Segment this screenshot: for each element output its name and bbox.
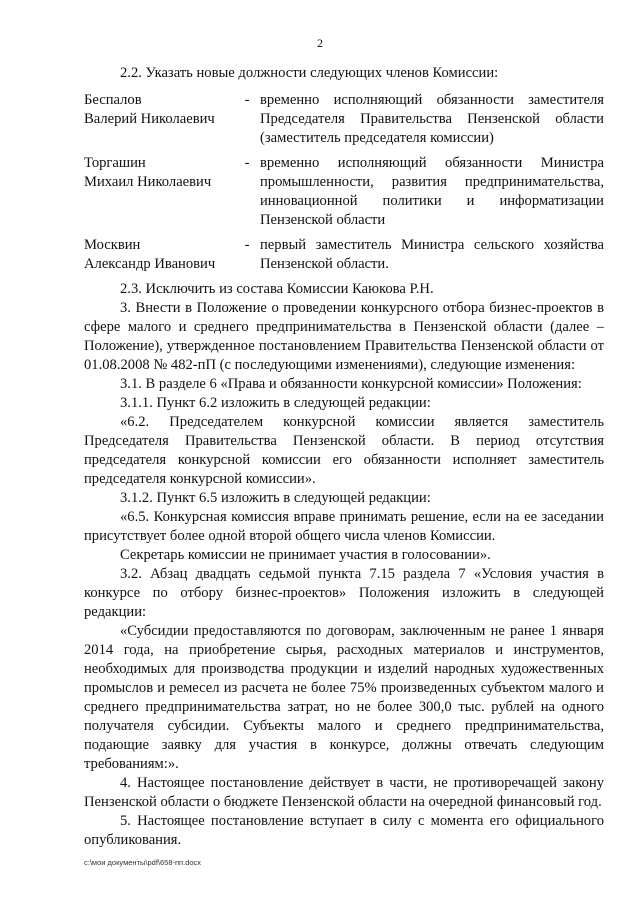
member-name: Михаил Николаевич xyxy=(84,174,212,190)
member-position: временно исполняющий обязанности заместителя Председателя Правительства Пензенской области (заместитель председателя комиссии) xyxy=(260,92,604,146)
paragraph: «6.5. Конкурсная комиссия вправе принимать решение, если на ее заседании присутствует более одной второй общего числа членов Комиссии. xyxy=(84,509,604,544)
member-dash: - xyxy=(244,155,250,171)
member-dash: - xyxy=(244,237,250,253)
member-surname: Беспалов xyxy=(84,92,142,108)
paragraph: 4. Настоящее постановление действует в части, не противоречащей закону Пензенской области о бюджете Пензенской области на очередной финансовый год. xyxy=(84,775,604,810)
member-row xyxy=(84,154,604,230)
paragraph: 3.1. В разделе 6 «Права и обязанности конкурсной комиссии» Положения: xyxy=(120,376,582,392)
paragraph: 5. Настоящее постановление вступает в силу с момента его официального опубликования. xyxy=(84,813,604,848)
member-name: Александр Иванович xyxy=(84,256,216,272)
paragraph: 3. Внести в Положение о проведении конкурсного отбора бизнес-проектов в сфере малого и среднего предпринимательства в Пензенской области (далее – Положение), утвержденное постановлением Правительства Пензенской области от 01.08.2008 № 482-пП (с последующими изменениями), следующие изменения: xyxy=(84,300,604,373)
member-position: первый заместитель Министра сельского хозяйства Пензенской области. xyxy=(260,237,604,272)
paragraph: «Субсидии предоставляются по договорам, заключенным не ранее 1 января 2014 года, на приобретение сырья, расходных материалов и инструментов, необходимых для производства продукции и изделий народных художественных промыслов и ремесел из расчета не более 75% произведенных субъектом малого и среднего предпринимательства затрат, но не более 300,0 тыс. рублей на одного получателя субсидии. Субъекты малого и среднего предпринимательства, подающие заявку для участия в конкурсе, должны отвечать следующим требованиям:». xyxy=(84,623,604,772)
paragraph: 3.1.2. Пункт 6.5 изложить в следующей редакции: xyxy=(120,490,431,506)
paragraph: «6.2. Председателем конкурсной комиссии является заместитель Председателя Правительства Пензенской области. В период отсутствия председателя конкурсной комиссии его обязанности исполняет заместитель председателя конкурсной комиссии». xyxy=(84,414,604,487)
member-row xyxy=(84,91,604,148)
member-surname: Торгашин xyxy=(84,155,146,171)
file-path-footer: c:\мои документы\pdf\658-пп.docx xyxy=(84,858,202,867)
member-row xyxy=(84,236,604,274)
paragraph: 2.3. Исключить из состава Комиссии Каюкова Р.Н. xyxy=(120,281,434,297)
document-body xyxy=(84,64,604,850)
member-dash: - xyxy=(244,92,250,108)
page-number: 2 xyxy=(317,36,323,50)
paragraph: 3.2. Абзац двадцать седьмой пункта 7.15 раздела 7 «Условия участия в конкурсе по отбору бизнес-проектов» Положения изложить в следующей редакции: xyxy=(84,566,604,620)
paragraph: Секретарь комиссии не принимает участия в голосовании». xyxy=(120,547,491,563)
paragraph: 3.1.1. Пункт 6.2 изложить в следующей редакции: xyxy=(120,395,431,411)
member-surname: Москвин xyxy=(84,237,141,253)
member-name: Валерий Николаевич xyxy=(84,111,215,127)
section-heading: 2.2. Указать новые должности следующих членов Комиссии: xyxy=(120,65,499,81)
member-position: временно исполняющий обязанности Министра промышленности, развития предпринимательства, инновационной политики и информатизации Пензенской области xyxy=(260,155,604,228)
